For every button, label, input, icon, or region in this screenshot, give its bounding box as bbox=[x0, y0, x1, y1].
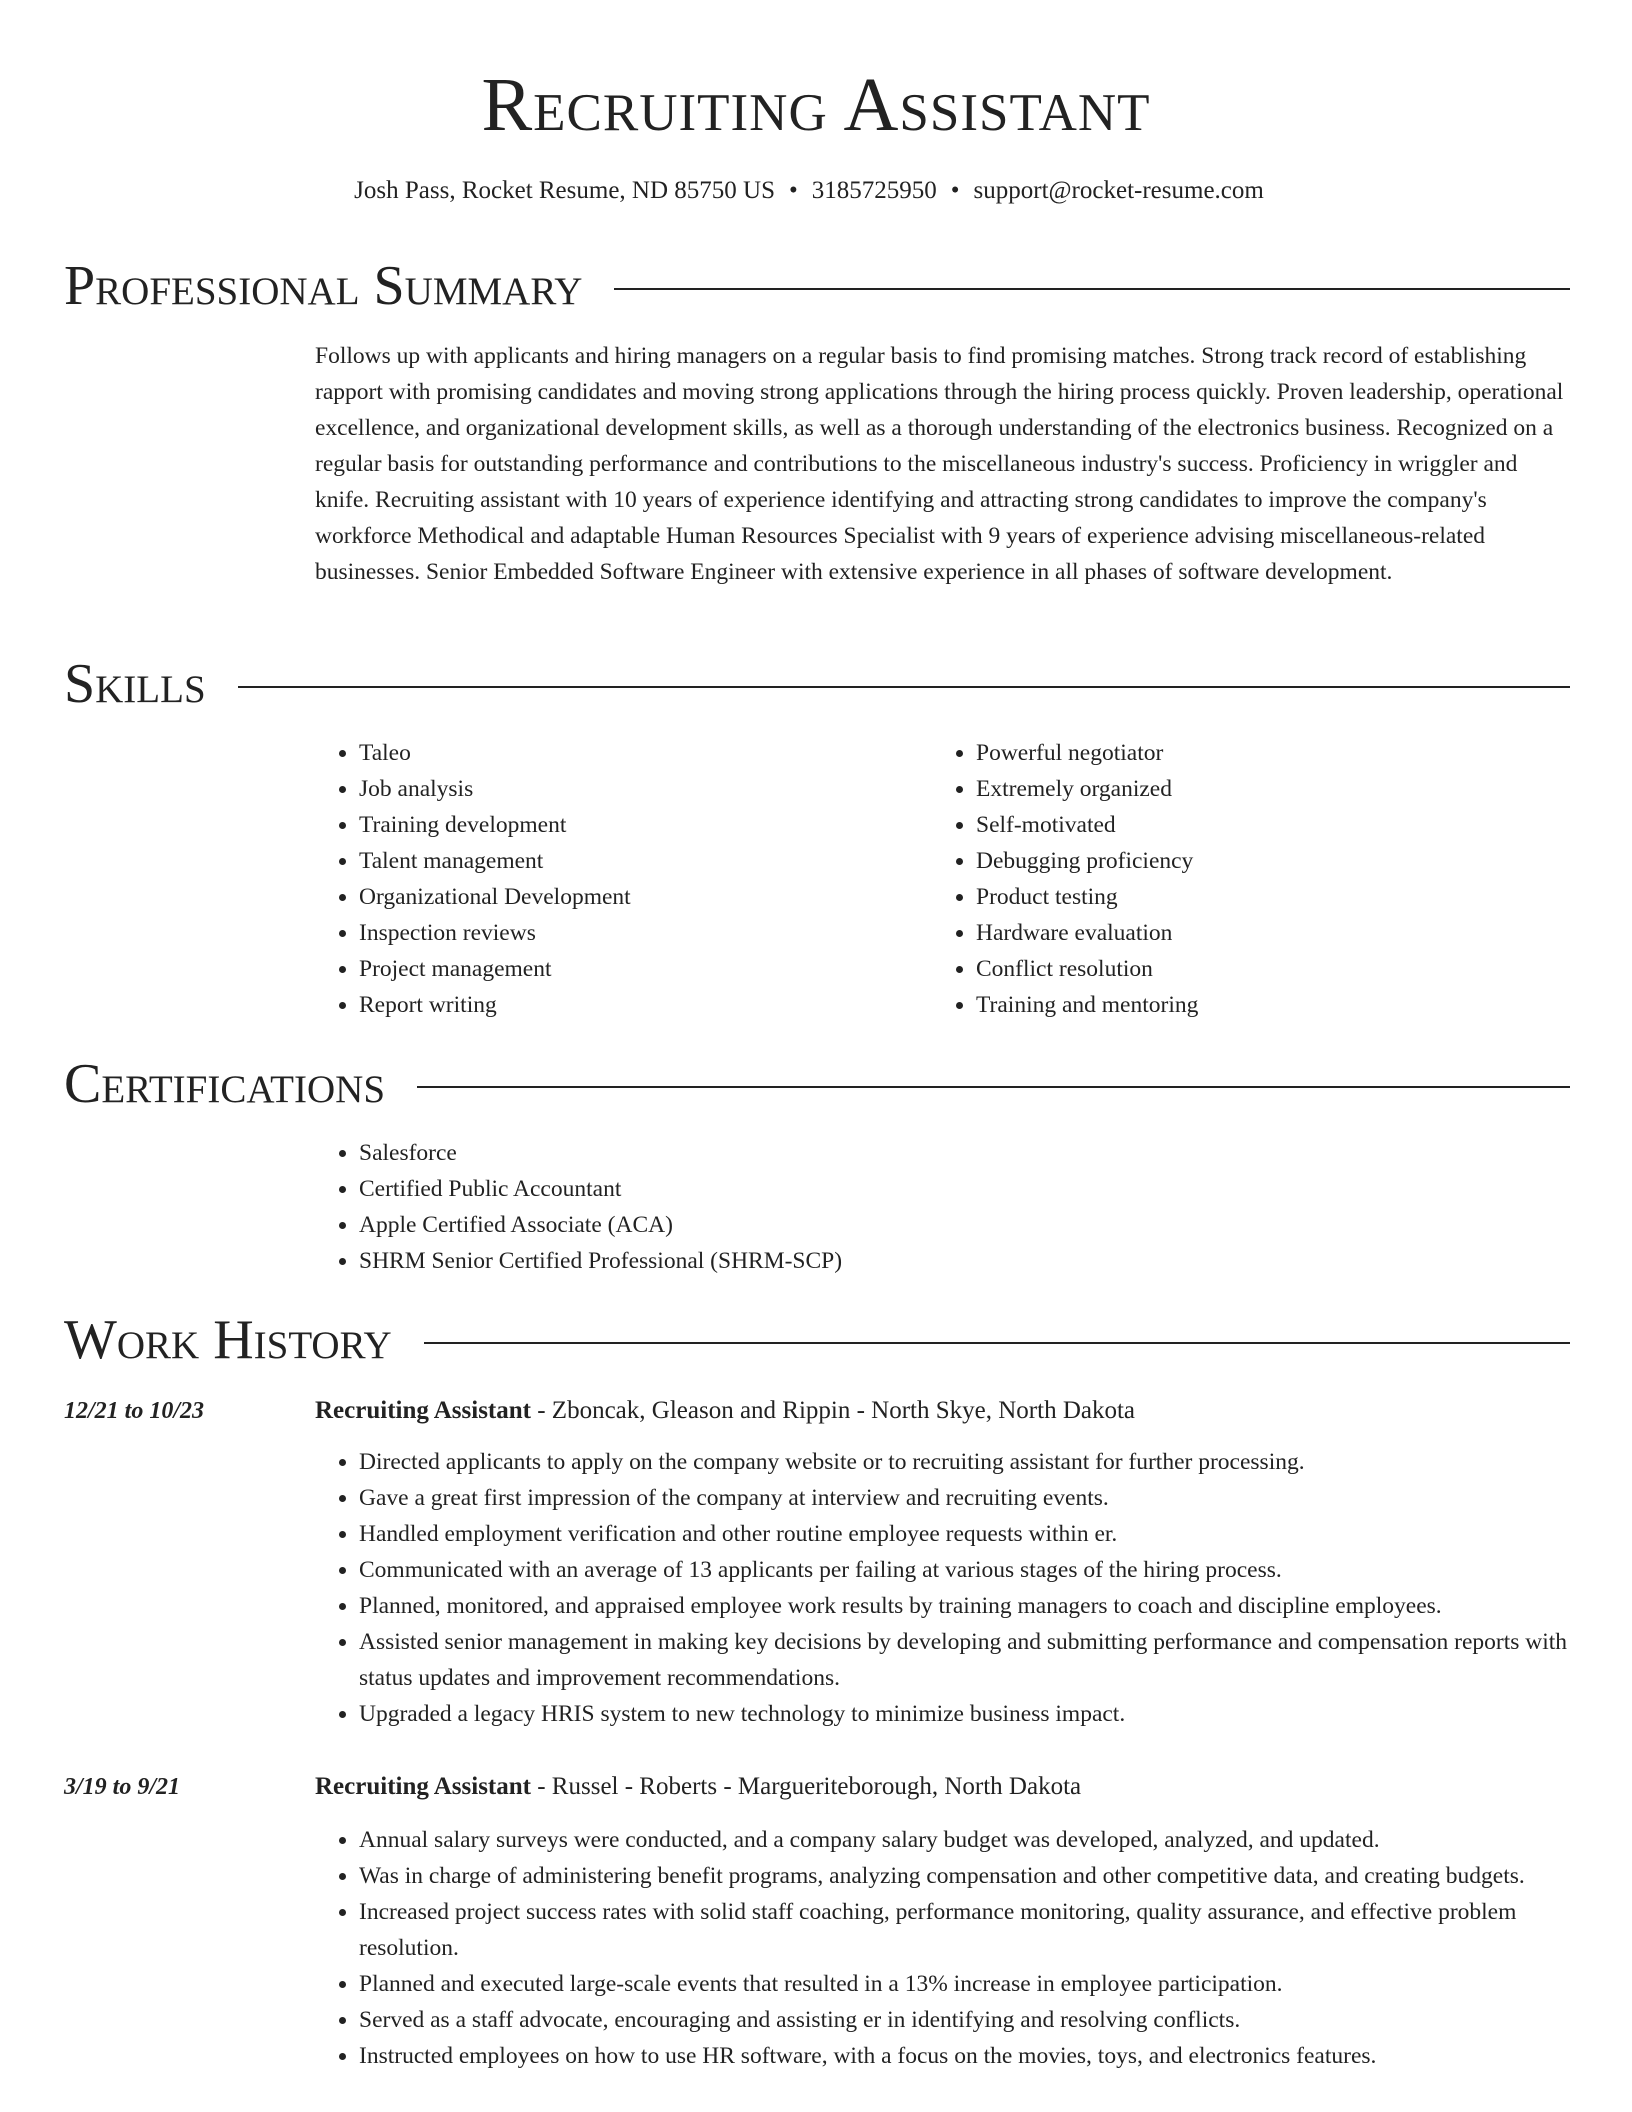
job-bullets bbox=[315, 1444, 1573, 1732]
contact-line bbox=[0, 174, 1618, 208]
skill-item: • Talent management bbox=[359, 843, 915, 879]
job-bullet-item: • Handled employment verification and other routine employee requests within er. bbox=[359, 1516, 1573, 1552]
job-bullet-item: • Instructed employees on how to use HR software, with a focus on the movies, toys, and electronics features. bbox=[359, 2038, 1573, 2074]
certification-item: • Certified Public Accountant bbox=[359, 1171, 1515, 1207]
work-history-heading: Work History bbox=[64, 1309, 392, 1371]
job-bullet-item: • Directed applicants to apply on the company website or to recruiting assistant for further processing. bbox=[359, 1444, 1573, 1480]
section-divider bbox=[238, 686, 1570, 688]
section-divider bbox=[424, 1342, 1570, 1344]
skills-left-list bbox=[315, 735, 915, 1023]
job-bullet-item: • Upgraded a legacy HRIS system to new technology to minimize business impact. bbox=[359, 1696, 1573, 1732]
skills-right-column bbox=[932, 735, 1532, 1023]
summary-heading: Professional Summary bbox=[64, 255, 583, 317]
certifications-list bbox=[315, 1135, 1515, 1279]
job-heading bbox=[315, 1393, 1135, 1429]
skill-item: • Debugging proficiency bbox=[976, 843, 1532, 879]
certification-item: • Salesforce bbox=[359, 1135, 1515, 1171]
skill-item: • Project management bbox=[359, 951, 915, 987]
job-bullet-item: • Increased project success rates with solid staff coaching, performance monitoring, quality assurance, and effective problem resolution. bbox=[359, 1894, 1573, 1966]
job-bullet-item: • Planned and executed large-scale events that resulted in a 13% increase in employee participation. bbox=[359, 1966, 1573, 2002]
skill-item: • Product testing bbox=[976, 879, 1532, 915]
job-title: Recruiting Assistant bbox=[315, 1773, 531, 1800]
job-bullet-item: • Planned, monitored, and appraised employee work results by training managers to coach and discipline employees. bbox=[359, 1588, 1573, 1624]
summary-section-header bbox=[64, 254, 1570, 318]
job-bullet-item: • Was in charge of administering benefit programs, analyzing compensation and other competitive data, and creating budgets. bbox=[359, 1858, 1573, 1894]
job-employer-location: - Russel - Roberts - Margueriteborough, North Dakota bbox=[530, 1773, 1082, 1800]
job-heading bbox=[315, 1769, 1081, 1805]
contact-separator: • bbox=[950, 177, 960, 204]
skill-item: • Report writing bbox=[359, 987, 915, 1023]
section-divider bbox=[417, 1086, 1570, 1088]
skill-item: • Conflict resolution bbox=[976, 951, 1532, 987]
job-bullets-block bbox=[315, 1822, 1573, 2074]
job-bullet-item: • Gave a great first impression of the company at interview and recruiting events. bbox=[359, 1480, 1573, 1516]
job-bullet-item: • Annual salary surveys were conducted, and a company salary budget was developed, analyzed, and updated. bbox=[359, 1822, 1573, 1858]
job-bullet-item: • Assisted senior management in making key decisions by developing and submitting performance and compensation reports with status updates and improvement recommendations. bbox=[359, 1624, 1573, 1696]
certification-item: • Apple Certified Associate (ACA) bbox=[359, 1207, 1515, 1243]
section-divider bbox=[614, 288, 1570, 290]
resume-name: Recruiting Assistant bbox=[481, 63, 1151, 147]
skill-item: • Inspection reviews bbox=[359, 915, 915, 951]
skill-item: • Hardware evaluation bbox=[976, 915, 1532, 951]
skill-item: • Powerful negotiator bbox=[976, 735, 1532, 771]
job-bullet-item: • Served as a staff advocate, encouraging and assisting er in identifying and resolving conflicts. bbox=[359, 2002, 1573, 2038]
contact-address: Josh Pass, Rocket Resume, ND 85750 US bbox=[354, 177, 775, 204]
certifications-heading: Certifications bbox=[64, 1053, 386, 1115]
certifications-section-header bbox=[64, 1052, 1570, 1116]
contact-email: support@rocket-resume.com bbox=[973, 177, 1264, 204]
job-bullets bbox=[315, 1822, 1573, 2074]
job-title: Recruiting Assistant bbox=[315, 1397, 531, 1424]
contact-phone: 3185725950 bbox=[811, 177, 937, 204]
skills-right-list bbox=[932, 735, 1532, 1023]
job-employer-location: - Zboncak, Gleason and Rippin - North Skye, North Dakota bbox=[530, 1397, 1136, 1424]
contact-separator: • bbox=[789, 177, 798, 204]
skills-heading: Skills bbox=[64, 653, 206, 715]
summary-text: Follows up with applicants and hiring managers on a regular basis to find promising matches. Strong track record of establishing rapport with promising candidates and moving strong applications through the hiring process quickly. Proven leadership, operational excellence, and organizational development skills, as well as a thorough understanding of the electronics business. Recognized on a regular basis for outstanding performance and contributions to the miscellaneous industry's success. Proficiency in wriggler and knife. Recruiting assistant with 10 years of experience identifying and attracting strong candidates to improve the company's workforce Methodical and adaptable Human Resources Specialist with 9 years of experience advising miscellaneous-related businesses. Senior Embedded Software Engineer with extensive experience in all phases of software development. bbox=[315, 343, 1564, 585]
certification-item: • SHRM Senior Certified Professional (SHRM-SCP) bbox=[359, 1243, 1515, 1279]
job-dates: 12/21 to 10/23 bbox=[64, 1398, 205, 1424]
work-history-section-header bbox=[64, 1308, 1570, 1372]
skill-item: • Taleo bbox=[359, 735, 915, 771]
job-bullet-item: • Communicated with an average of 13 applicants per failing at various stages of the hiring process. bbox=[359, 1552, 1573, 1588]
job-dates: 3/19 to 9/21 bbox=[64, 1774, 181, 1800]
skills-section-header bbox=[64, 652, 1570, 716]
certifications-block bbox=[315, 1135, 1515, 1279]
skill-item: • Extremely organized bbox=[976, 771, 1532, 807]
skills-left-column bbox=[315, 735, 915, 1023]
skill-item: • Job analysis bbox=[359, 771, 915, 807]
skill-item: • Training development bbox=[359, 807, 915, 843]
job-bullets-block bbox=[315, 1444, 1573, 1732]
skill-item: • Self-motivated bbox=[976, 807, 1532, 843]
skill-item: • Training and mentoring bbox=[976, 987, 1532, 1023]
skill-item: • Organizational Development bbox=[359, 879, 915, 915]
